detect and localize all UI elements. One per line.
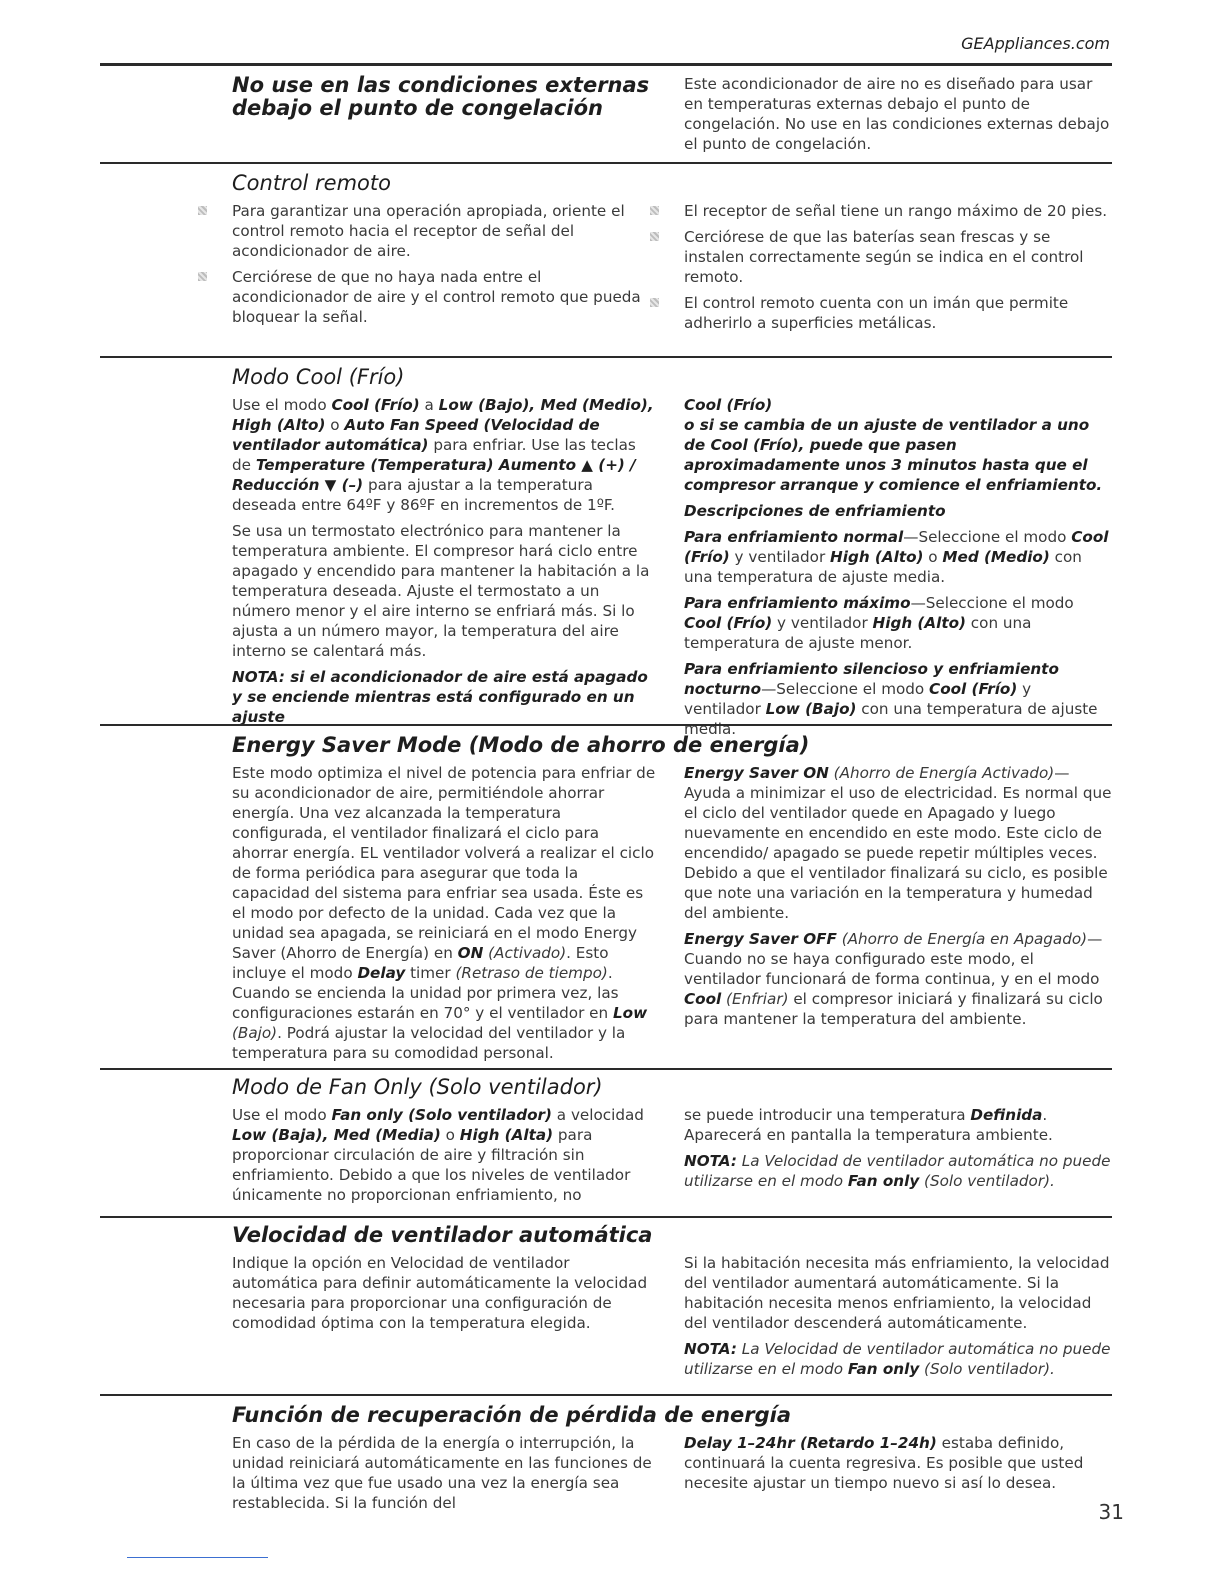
list-item-text: Cerciórese de que no haya nada entre el acondicionador de aire y el control remoto que pueda bloquear la señal. — [232, 268, 641, 326]
auto-fan-section — [232, 1222, 1112, 1385]
energy-left-column — [232, 763, 657, 1069]
power-section — [232, 1402, 1112, 1519]
remote-left-list — [196, 201, 657, 339]
bullet-icon — [650, 206, 659, 215]
remote-right-list — [648, 201, 1112, 339]
remote-title: Control remoto — [232, 171, 391, 195]
bullet-icon — [198, 206, 207, 215]
divider-5 — [100, 1216, 1112, 1218]
power-title: Función de recuperación de pérdida de energía — [232, 1403, 792, 1427]
energy-section — [232, 732, 1112, 1069]
fan-only-note: NOTA: La Velocidad de ventilador automática no puede utilizarse en el modo Fan only (Solo ventilador). — [684, 1152, 1111, 1190]
cool-section — [232, 364, 1112, 745]
list-item — [648, 293, 1112, 333]
power-left-text: En caso de la pérdida de la energía o interrupción, la unidad reiniciará automáticamente en las funciones de la última vez que fue usado una vez la energía sea restablecida. Si la función del — [232, 1434, 652, 1512]
energy-right-column — [684, 763, 1112, 1069]
energy-left-text: Este modo optimiza el nivel de potencia para enfriar de su acondicionador de aire, permitiéndole ahorrar energía. Una vez alcanzada la temperatura configurada, el ventilador finalizará el ciclo para ahorrar energía. EL ventilador volverá a realizar el ciclo de forma periódica para asegurar que toda la capacidad del sistema para enfriar sea usada. Éste es el modo por defecto de la unidad. Cada vez que la unidad sea apagada, se reiniciará en el modo Energy Saver (Ahorro de Energía) en ON (Activado). Esto incluye el modo Delay timer (Retraso de tiempo). Cuando se encienda la unidad por primera vez, las configuraciones estarán en 70° y el ventilador en Low (Bajo). Podrá ajustar la velocidad del ventilador y la temperatura para su comodidad personal. — [232, 764, 656, 1062]
fan-only-title: Modo de Fan Only (Solo ventilador) — [232, 1075, 603, 1099]
divider-4 — [100, 1068, 1112, 1070]
divider-6 — [100, 1394, 1112, 1396]
page-number: 31 — [1098, 1500, 1124, 1524]
list-item-text: Para garantizar una operación apropiada, oriente el control remoto hacia el receptor de señal del acondicionador de aire. — [232, 202, 625, 260]
list-item — [196, 267, 657, 327]
cool-note-right: o si se cambia de un ajuste de ventilador a uno de Cool (Frío), puede que pasen aproximadamente unos 3 minutos hasta que el compresor arranque y comience el enfriamiento. — [684, 416, 1103, 494]
cool-note-left: NOTA: si el acondicionador de aire está apagado y se enciende mientras está configurado en un ajuste — [232, 668, 648, 726]
power-left-column — [232, 1433, 657, 1519]
auto-fan-right-text: Si la habitación necesita más enfriamiento, la velocidad del ventilador aumentará automáticamente. Si la habitación necesita menos enfriamiento, la velocidad del ventilador descenderá automáticamente. — [684, 1254, 1110, 1332]
footer-line — [127, 1557, 268, 1558]
auto-fan-right-column — [684, 1253, 1112, 1385]
auto-fan-left-text: Indique la opción en Velocidad de ventilador automática para definir automáticamente la velocidad necesaria para proporcionar una configuración de comodidad óptima con la temperatura elegida. — [232, 1254, 648, 1332]
freezing-section — [232, 74, 1112, 160]
remote-section — [232, 170, 1112, 339]
list-item-text: Cerciórese de que las baterías sean frescas y se instalen correctamente según se indica en el control remoto. — [684, 228, 1084, 286]
cool-title: Modo Cool (Frío) — [232, 365, 405, 389]
fan-only-right-column — [684, 1105, 1112, 1211]
list-item-text: El control remoto cuenta con un imán que permite adherirlo a superficies metálicas. — [684, 294, 1069, 332]
cool-normal: Para enfriamiento normal—Seleccione el modo Cool (Frío) y ventilador High (Alto) o Med (Medio) con una temperatura de ajuste media. — [684, 528, 1109, 586]
auto-fan-note: NOTA: La Velocidad de ventilador automática no puede utilizarse en el modo Fan only (Solo ventilador). — [684, 1340, 1111, 1378]
energy-title: Energy Saver Mode (Modo de ahorro de energía) — [232, 733, 810, 757]
auto-fan-left-column — [232, 1253, 657, 1385]
auto-fan-title: Velocidad de ventilador automática — [232, 1223, 653, 1247]
cool-note-right-label: Cool (Frío) — [684, 396, 773, 414]
fan-only-right-text: se puede introducir una temperatura Definida. Aparecerá en pantalla la temperatura ambiente. — [684, 1106, 1053, 1144]
divider-1 — [100, 162, 1112, 164]
divider-2 — [100, 356, 1112, 358]
power-right-text: Delay 1–24hr (Retardo 1–24h) estaba definido, continuará la cuenta regresiva. Es posible que usted necesite ajustar un tiempo nuevo si así lo desea. — [684, 1434, 1084, 1492]
fan-only-left-column — [232, 1105, 657, 1211]
cool-quiet: Para enfriamiento silencioso y enfriamiento nocturno—Seleccione el modo Cool (Frío) y ventilador Low (Bajo) con una temperatura de ajuste media. — [684, 660, 1098, 738]
bullet-icon — [198, 272, 207, 281]
fan-only-section — [232, 1074, 1112, 1211]
list-item-text: El receptor de señal tiene un rango máximo de 20 pies. — [684, 202, 1108, 220]
energy-off: Energy Saver OFF (Ahorro de Energía en Apagado)— Cuando no se haya configurado este modo, el ventilador funcionará de forma continua, y en el modo Cool (Enfriar) el compresor iniciará y finalizará su ciclo para mantener la temperatura del ambiente. — [684, 930, 1103, 1028]
cool-paragraph-1: Use el modo Cool (Frío) a Low (Bajo), Med (Medio), High (Alto) o Auto Fan Speed (Velocidad de ventilador automática) para enfriar. Use las teclas de Temperature (Temperatura) Aumento ▲ (+) / Reducción ▼ (–) para ajustar a la temperatura deseada entre 64ºF y 86ºF en incrementos de 1ºF. — [232, 396, 654, 514]
top-rule — [100, 63, 1112, 66]
cool-desc-heading: Descripciones de enfriamiento — [684, 502, 946, 520]
divider-3 — [100, 724, 1112, 726]
list-item — [196, 201, 657, 261]
cool-max: Para enfriamiento máximo—Seleccione el modo Cool (Frío) y ventilador High (Alto) con una temperatura de ajuste menor. — [684, 594, 1074, 652]
energy-on: Energy Saver ON (Ahorro de Energía Activado)— Ayuda a minimizar el uso de electricidad. Es normal que el ciclo del ventilador quede en Apagado y luego nuevamente en encendido en este modo. Este ciclo de encendido/ apagado se puede repetir múltiples veces. Debido a que el ventilador finalizará su ciclo, es posible que note una variación en la temperatura y humedad del ambiente. — [684, 764, 1112, 922]
bullet-icon — [650, 232, 659, 241]
bullet-icon — [650, 298, 659, 307]
cool-right-column — [684, 395, 1112, 745]
header-website: GEAppliances.com — [961, 34, 1110, 53]
cool-paragraph-2: Se usa un termostato electrónico para mantener la temperatura ambiente. El compresor hará ciclo entre apagado y encendido para mantener la habitación a la temperatura deseada. Ajuste el termostato a un número menor y el aire interno se enfriará más. Si lo ajusta a un número mayor, la temperatura del aire interno se calentará más. — [232, 522, 650, 660]
list-item — [648, 201, 1112, 221]
power-right-column — [684, 1433, 1112, 1519]
freezing-title: No use en las condiciones externas debajo el punto de congelación — [232, 73, 650, 120]
freezing-text: Este acondicionador de aire no es diseñado para usar en temperaturas externas debajo el punto de congelación. No use en las condiciones externas debajo el punto de congelación. — [684, 75, 1110, 153]
fan-only-left-text: Use el modo Fan only (Solo ventilador) a velocidad Low (Baja), Med (Media) o High (Alta) para proporcionar circulación de aire y filtración sin enfriamiento. Debido a que los niveles de ventilador únicamente no proporcionan enfriamiento, no — [232, 1106, 644, 1204]
list-item — [648, 227, 1112, 287]
cool-left-column — [232, 395, 657, 745]
